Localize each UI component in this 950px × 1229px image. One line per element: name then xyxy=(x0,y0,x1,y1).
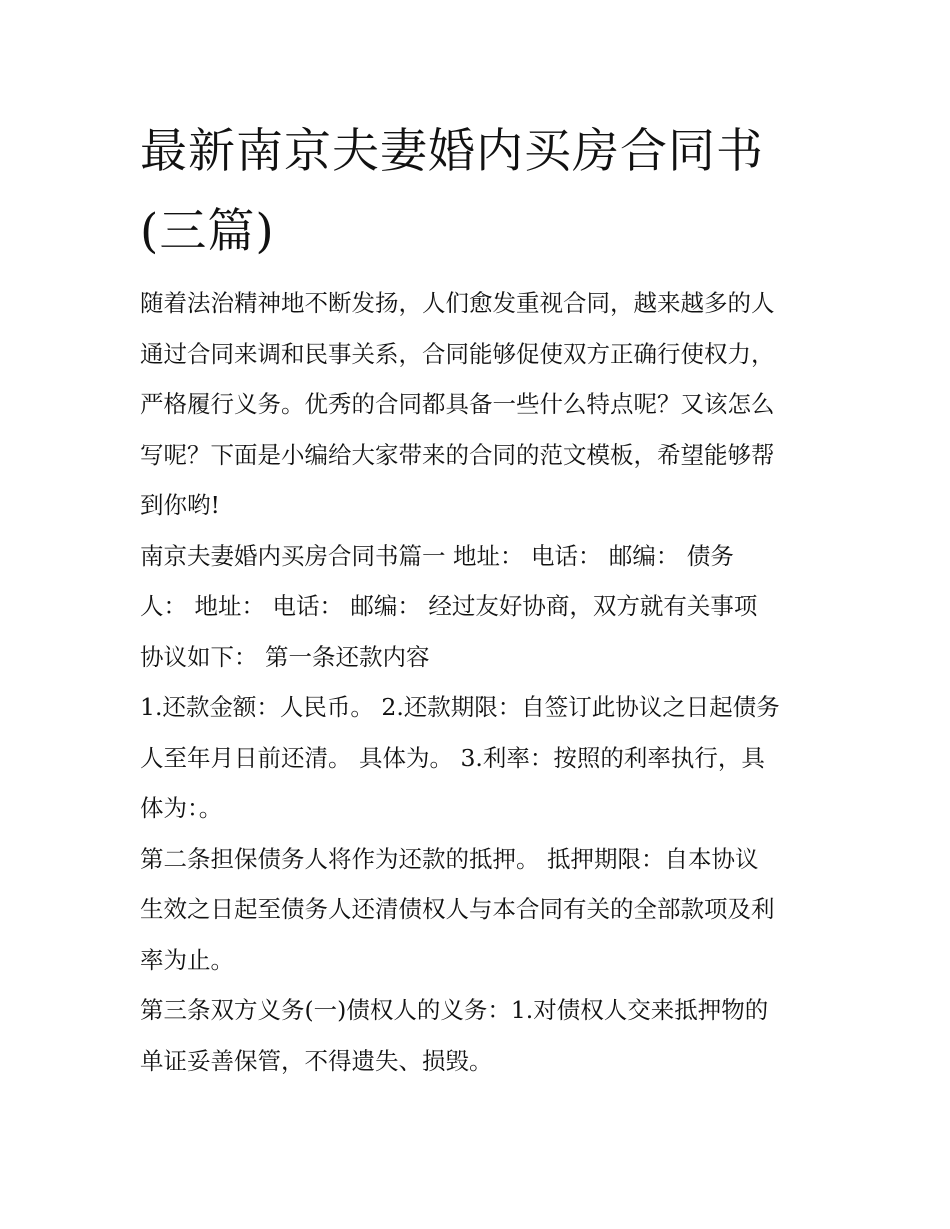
document-body xyxy=(140,278,830,1086)
text-line: 率为止。 xyxy=(140,945,234,974)
intro-paragraph xyxy=(140,278,830,531)
text-line: 写呢？下面是小编给大家带来的合同的范文模板，希望能够帮 xyxy=(140,440,775,469)
text-line: 南京夫妻婚内买房合同书篇一 地址： 电话： 邮编： 债务 xyxy=(140,541,734,570)
text-line: 严格履行义务。优秀的合同都具备一些什么特点呢？又该怎么 xyxy=(140,390,775,418)
text-line: 生效之日起至债务人还清债权人与本合同有关的全部款项及利 xyxy=(140,895,775,923)
text-line: 单证妥善保管，不得遗失、损毁。 xyxy=(140,1046,493,1075)
text-line: 通过合同来调和民事关系，合同能够促使双方正确行使权力， xyxy=(140,339,775,368)
document-title xyxy=(140,112,830,272)
text-line: 体为：。 xyxy=(140,794,223,822)
repayment-terms-paragraph xyxy=(140,682,830,834)
section-one-paragraph xyxy=(140,531,830,683)
text-line: 第三条双方义务(一)债权人的义务：1.对债权人交来抵押物的 xyxy=(140,996,769,1024)
text-line: 到你哟! xyxy=(140,491,220,519)
article-three-paragraph xyxy=(140,985,830,1086)
text-line: 1.还款金额：人民币。 2.还款期限：自签订此协议之日起债务 xyxy=(140,693,780,721)
text-line: 人： 地址： 电话： 邮编： 经过友好协商，双方就有关事项 xyxy=(140,592,758,620)
text-line: 第二条担保债务人将作为还款的抵押。 抵押期限：自本协议 xyxy=(140,844,759,873)
title-line: (三篇) xyxy=(140,204,275,259)
text-line: 随着法治精神地不断发扬，人们愈发重视合同，越来越多的人 xyxy=(140,289,775,317)
article-two-paragraph xyxy=(140,834,830,986)
text-line: 人至年月日前还清。 具体为。 3.利率：按照的利率执行，具 xyxy=(140,743,765,772)
title-line: 最新南京夫妻婚内买房合同书 xyxy=(140,124,764,179)
text-line: 协议如下： 第一条还款内容 xyxy=(140,642,430,671)
